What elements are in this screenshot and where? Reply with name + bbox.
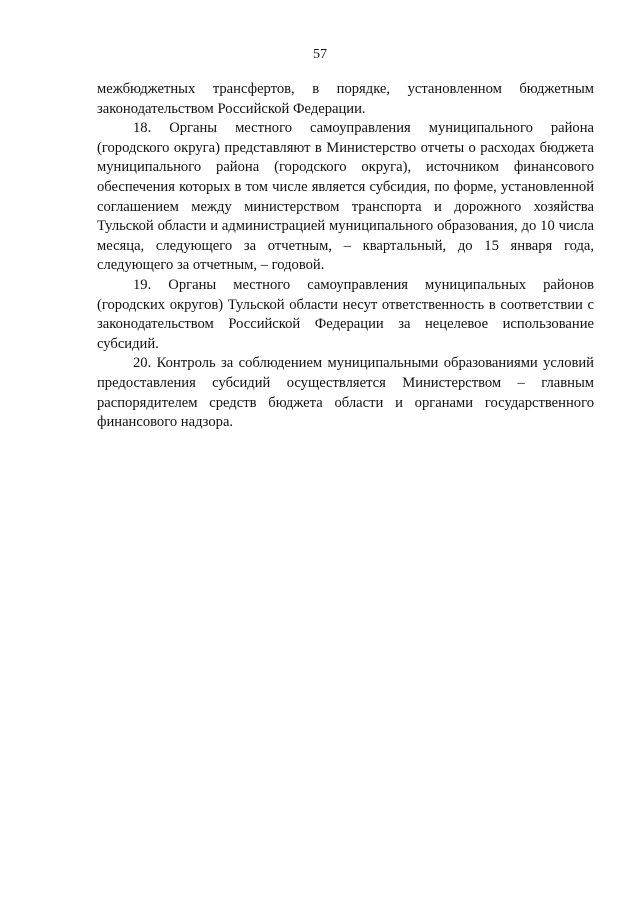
paragraph-item-20: 20. Контроль за соблюдением муниципальными образованиями условий предоставления субсидий осуществляется Министерством – главным распорядителем средств бюджета области и органами государственного финансового надзора. <box>97 355 594 431</box>
paragraph-item-18: 18. Органы местного самоуправления муниципального района (городского округа) представляют в Министерство отчеты о расходах бюджета муниципального района (городского округа), источником финансового обеспечения которых в том числе является субсидия, по форме, установленной соглашением между министерством транспорта и дорожного хозяйства Тульской области и администрацией муниципального образования, до 10 числа месяца, следующего за отчетным, – квартальный, до 15 января года, следующего за отчетным, – годовой. <box>97 120 594 274</box>
document-body <box>97 80 594 433</box>
paragraph-continuation: межбюджетных трансфертов, в порядке, установленном бюджетным законодательством Российской Федерации. <box>97 81 594 117</box>
paragraph-item-19: 19. Органы местного самоуправления муниципальных районов (городских округов) Тульской области несут ответственность в соответствии с законодательством Российской Федерации за нецелевое использование субсидий. <box>97 276 594 352</box>
page-number: 57 <box>313 47 327 62</box>
